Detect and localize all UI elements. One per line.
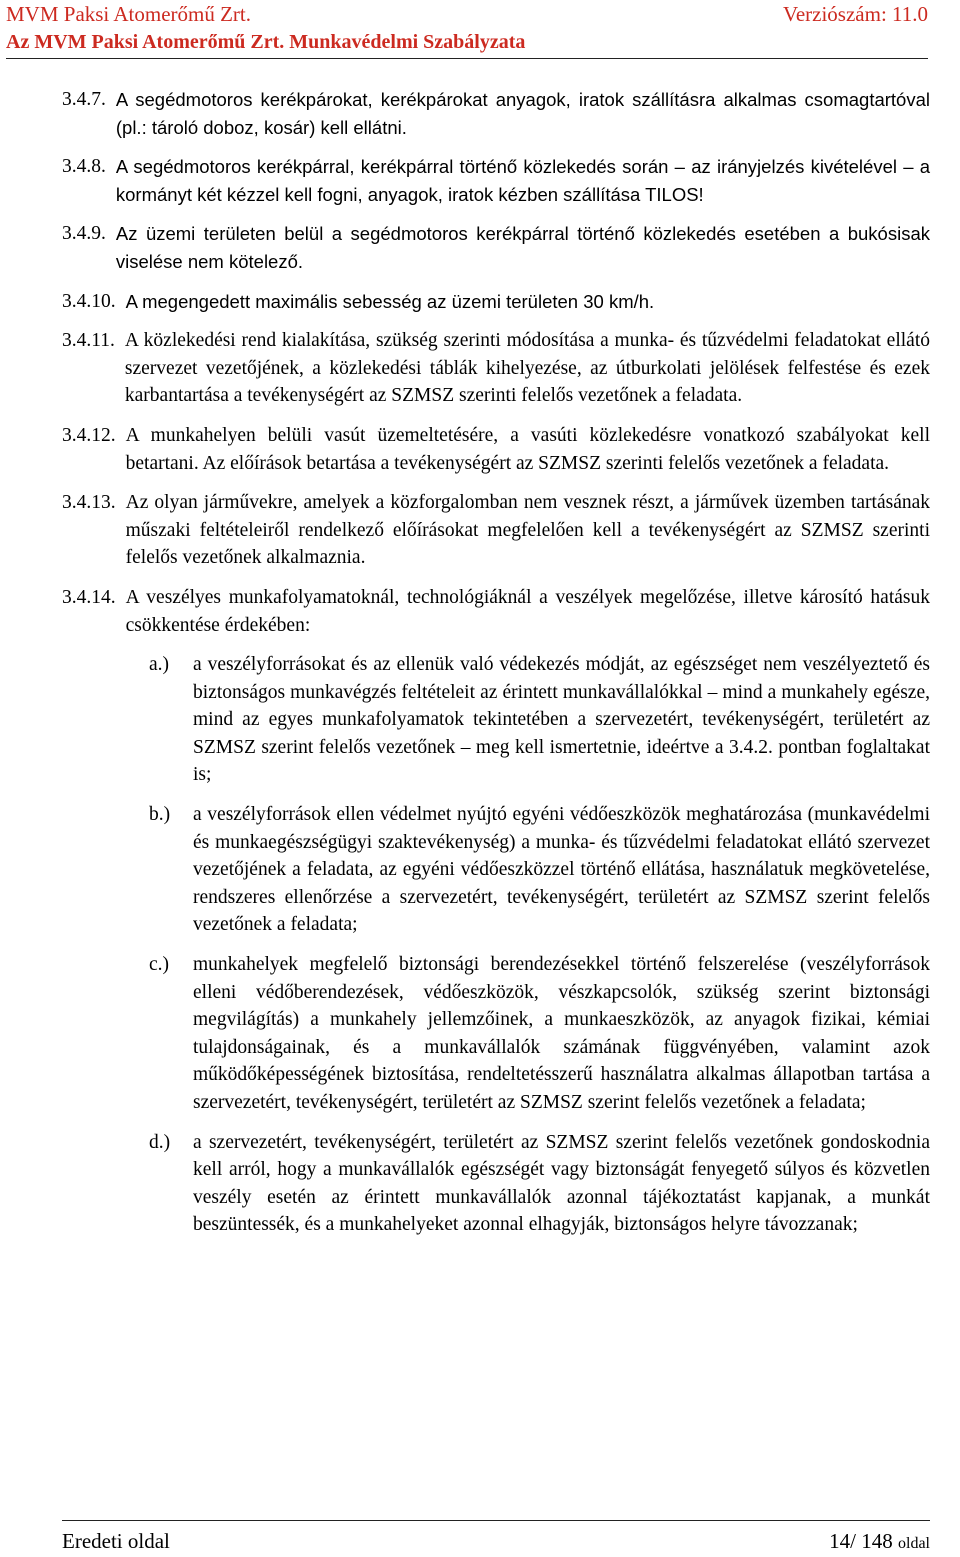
list-item-a bbox=[149, 651, 930, 789]
page-footer bbox=[62, 1528, 930, 1557]
list-item-d bbox=[149, 1129, 930, 1239]
page-suffix: oldal bbox=[898, 1535, 930, 1552]
page-count: 14/ 148 bbox=[829, 1529, 893, 1553]
section-number: 3.4.11. bbox=[62, 330, 115, 352]
section-number: 3.4.12. bbox=[62, 424, 116, 446]
section-3-4-11 bbox=[62, 327, 930, 410]
section-3-4-10 bbox=[62, 288, 930, 316]
item-label: d.) bbox=[149, 1131, 171, 1153]
item-label: a.) bbox=[149, 654, 170, 676]
section-number: 3.4.7. bbox=[62, 89, 106, 110]
company-name: MVM Paksi Atomerőmű Zrt. bbox=[6, 2, 251, 26]
section-text: A közlekedési rend kialakítása, szükség szerinti módosítása a munka- és tűzvédelmi feladatokat ellátó szervezet vezetőjének, a közlekedési táblák kihelyezése, az útburkolati jelölések felfestése és ezek karbantartása a tevékenységért az SZMSZ szerinti felelős vezetőnek a feladata. bbox=[124, 330, 930, 407]
item-text: a veszélyforrások ellen védelmet nyújtó egyéni védőeszközök meghatározása (munkavédelmi és munkaegészségügyi szaktevékenység) a munka- és tűzvédelmi feladatokat ellátó szervezet vezetőjének a feladata, az egyéni védőeszközzel történő ellátása, használatuk megkövetelése, rendszeres ellenőrzése a szervezetért, tevékenységért, területért az SZMSZ szerint felelős vezetőnek a feladata; bbox=[193, 804, 930, 936]
measures-list bbox=[149, 651, 930, 1239]
item-text: a veszélyforrásokat és az ellenük való védekezés módját, az egészséget nem veszélyeztető és biztonságos munkavégzés feltételeit az érintett munkavállalókkal – mind a munkahely egésze, mind az egyes munkafolyamatok tekintetében a szervezetért, tevékenységért, területért az SZMSZ szerint felelős vezetőnek – meg kell ismertetnie, ideértve a 3.4.2. pontban foglaltakat is; bbox=[193, 654, 930, 786]
item-text: munkahelyek megfelelő biztonsági berendezésekkel történő felszerelése (veszélyforrások elleni védőberendezések, védőeszközök, vészkapcsolók, szükség szerint biztonsági megvilágítás) a munkahely jellemzőinek, a munkaeszközök, az anyagok fizikai, kémiai tulajdonságainak, és a munkavállalók számának függvényében, valamint azok működőképességének biztosítása, rendeltetésszerű használatra alkalmas állapotban tartása a szervezetért, tevékenységért, területért az SZMSZ szerint felelős vezetőnek a feladata; bbox=[193, 954, 930, 1113]
section-text: Az üzemi területen belül a segédmotoros kerékpárral történő közlekedés esetében a bukósisak viselése nem kötelező. bbox=[115, 223, 930, 272]
section-text: A veszélyes munkafolyamatoknál, technológiáknál a veszélyek megelőzése, illetve károsító hatásuk csökkentése érdekében: bbox=[125, 586, 930, 636]
page-header bbox=[6, 0, 928, 56]
section-3-4-13 bbox=[62, 489, 930, 572]
section-number: 3.4.13. bbox=[62, 492, 116, 514]
section-text: A munkahelyen belüli vasút üzemeltetésére, a vasúti közlekedésre vonatkozó szabályokat kell betartani. Az előírások betartása a tevékenységért az SZMSZ szerinti felelős vezetőnek a feladata. bbox=[125, 424, 930, 474]
section-number: 3.4.8. bbox=[62, 156, 106, 178]
section-3-4-14 bbox=[62, 584, 930, 639]
section-number: 3.4.14. bbox=[62, 586, 116, 608]
item-label: c.) bbox=[149, 954, 170, 976]
document-body bbox=[62, 86, 930, 1251]
footer-divider bbox=[62, 1520, 930, 1521]
section-3-4-12 bbox=[62, 422, 930, 477]
section-text: A segédmotoros kerékpárokat, kerékpárokat anyagok, iratok szállításra alkalmas csomagtartóval (pl.: tároló doboz, kosár) kell ellátni. bbox=[115, 89, 930, 138]
section-3-4-9 bbox=[62, 220, 930, 275]
section-text: A segédmotoros kerékpárral, kerékpárral történő közlekedés során – az irányjelzés kivételével – a kormányt két kézzel kell fogni, anyagok, iratok kézben szállítása TILOS! bbox=[115, 156, 930, 205]
section-number: 3.4.9. bbox=[62, 223, 106, 245]
item-label: b.) bbox=[149, 804, 171, 826]
page-number bbox=[829, 1528, 930, 1557]
document-title: Az MVM Paksi Atomerőmű Zrt. Munkavédelmi Szabályzata bbox=[6, 31, 526, 53]
section-text: A megengedett maximális sebesség az üzemi területen 30 km/h. bbox=[125, 290, 655, 312]
original-page-label: Eredeti oldal bbox=[62, 1529, 170, 1553]
section-number: 3.4.10. bbox=[62, 290, 116, 312]
section-text: Az olyan járművekre, amelyek a közforgalomban nem vesznek részt, a járművek üzemben tartásának műszaki feltételeiről rendelkező előírásokat megfelelően kell a tevékenységért az SZMSZ szerinti felelős vezetőnek alkalmaznia. bbox=[125, 492, 930, 569]
section-3-4-7 bbox=[62, 86, 930, 141]
section-3-4-8 bbox=[62, 153, 930, 208]
item-text: a szervezetért, tevékenységért, területért az SZMSZ szerint felelős vezetőnek gondoskodnia kell arról, hogy a munkavállalók egészségét vagy biztonságát fenyegető súlyos és közvetlen veszély esetén az érintett munkavállalók azonnal tájékoztatást kapjanak, a munkát beszüntessék, és a munkahelyeket azonnal elhagyják, biztonságos helyre távozzanak; bbox=[193, 1131, 930, 1236]
version-number: Verziószám: 11.0 bbox=[782, 2, 928, 26]
header-divider bbox=[6, 58, 928, 59]
list-item-b bbox=[149, 801, 930, 939]
list-item-c bbox=[149, 951, 930, 1117]
